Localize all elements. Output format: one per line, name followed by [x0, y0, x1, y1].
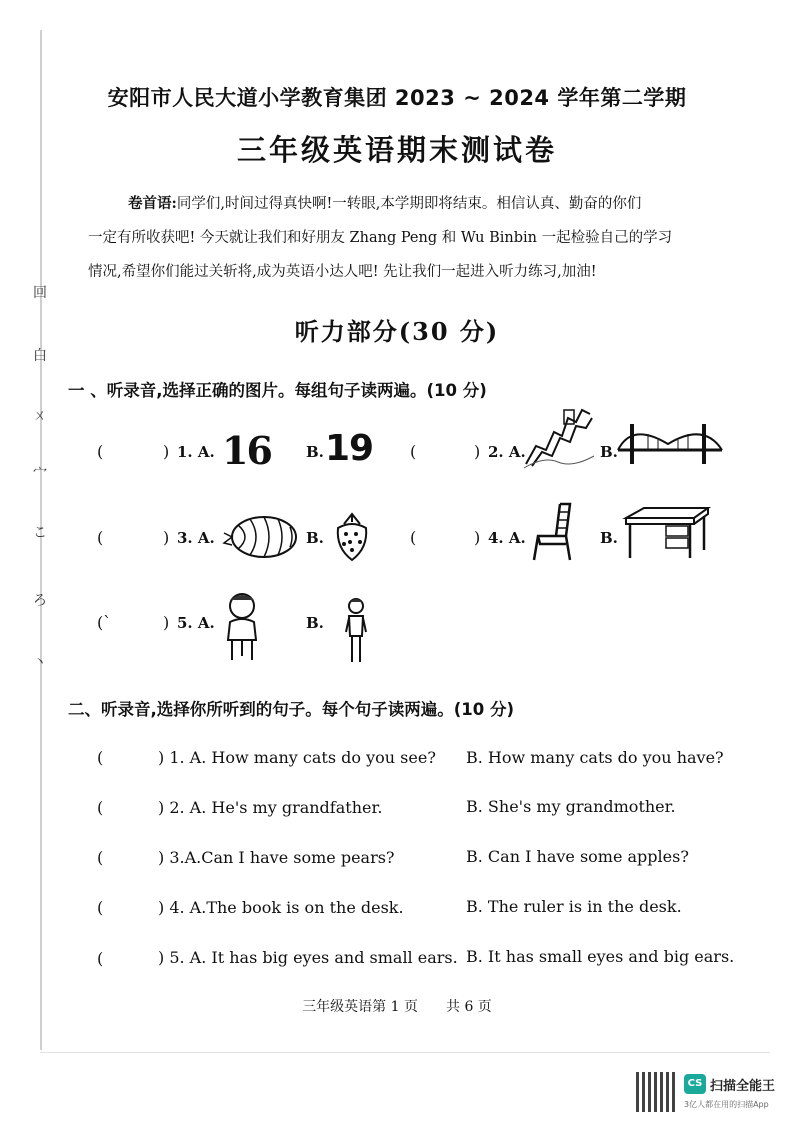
q2-option-b-sentence: B. She's my grandmother. [466, 797, 676, 816]
answer-paren-open: ( [97, 898, 104, 917]
answer-paren-close: ) [474, 442, 481, 461]
camscanner-logo: CS [684, 1074, 706, 1094]
intro-line-2: 一定有所收获吧! 今天就让我们和好朋友 Zhang Peng 和 Wu Binbin 一起检验自己的学习 [88, 230, 673, 246]
margin-mark: 回 [33, 285, 47, 301]
q4-option-b: B. [600, 529, 618, 547]
intro-label: 卷首语: [128, 195, 177, 212]
intro-line-3: 情况,希望你们能过关斩将,成为英语小达人吧! 先让我们一起进入听力练习,加油! [88, 264, 597, 280]
page-footer: 三年级英语第 1 页 共 6 页 [302, 999, 492, 1015]
part1-heading: 一 、听录音,选择正确的图片。每组句子读两遍。(10 分) [68, 381, 487, 400]
answer-paren-close: ) [474, 528, 481, 547]
strawberry-picture [332, 512, 372, 562]
q1-option-b: B. [306, 443, 324, 461]
answer-paren-open: ( [97, 798, 104, 817]
q3-option-b: B. [306, 529, 324, 547]
intro-text-1: 同学们,时间过得真快啊!一转眼,本学期即将结束。相信认真、勤奋的你们 [176, 196, 642, 212]
margin-mark: 白 [33, 348, 47, 364]
q2-option-b: B. [600, 443, 618, 461]
q1-option-a: ) 1. A. How many cats do you see? [158, 748, 436, 767]
answer-paren-close: ) [163, 528, 170, 547]
q3-option-a: ) 3.A.Can I have some pears? [158, 848, 395, 867]
q3-option-b-sentence: B. Can I have some apples? [466, 847, 689, 866]
margin-mark: 丶 [33, 655, 47, 671]
answer-paren-open: ( [97, 748, 104, 767]
school-title: 安阳市人民大道小学教育集团 2023 ~ 2024 学年第二学期 [107, 86, 687, 110]
answer-paren-open: ( [97, 442, 104, 461]
margin-mark: ろ [33, 593, 47, 609]
watermelon-picture [222, 515, 298, 559]
camscanner-tagline: 3亿人都在用的扫描App [684, 1100, 769, 1109]
q1-number: 1. A. [177, 443, 215, 461]
section-title: 听力部分(30 分) [294, 317, 500, 346]
q2-number: 2. A. [488, 443, 526, 461]
q4-option-a: ) 4. A.The book is on the desk. [158, 898, 404, 917]
tall-boy-picture [344, 596, 368, 664]
picture-number-16: 16 [222, 428, 271, 473]
qr-code [636, 1072, 676, 1112]
q1-option-b-sentence: B. How many cats do you have? [466, 748, 724, 767]
camscanner-name: 扫描全能王 [710, 1079, 776, 1094]
q2-option-a: ) 2. A. He's my grandfather. [158, 798, 383, 817]
intro-line-1 [128, 192, 728, 213]
q5-number: 5. A. [177, 614, 215, 632]
chair-picture [530, 502, 580, 562]
answer-paren-close: ) [163, 613, 170, 632]
answer-paren-open: ( [97, 949, 104, 968]
answer-paren-open: ( [97, 848, 104, 867]
q5-option-b: B. [306, 614, 324, 632]
picture-number-19: 19 [325, 428, 374, 469]
desk-picture [624, 506, 710, 560]
q4-number: 4. A. [488, 529, 526, 547]
exam-title: 三年级英语期末测试卷 [236, 133, 557, 167]
margin-mark: こ [33, 525, 47, 541]
q5-option-b-sentence: B. It has small eyes and big ears. [466, 947, 735, 966]
answer-paren-open: ( [410, 442, 417, 461]
part2-heading: 二、听录音,选择你所听到的句子。每个句子读两遍。(10 分) [68, 700, 515, 719]
q3-number: 3. A. [177, 529, 215, 547]
page-bottom-rule [40, 1052, 770, 1053]
great-wall-picture [524, 406, 594, 468]
margin-mark: ㄨ [33, 408, 47, 424]
answer-paren-close: ) [163, 442, 170, 461]
answer-paren-open: ( [410, 528, 417, 547]
q5-option-a: ) 5. A. It has big eyes and small ears. [158, 948, 458, 967]
bridge-picture [618, 420, 722, 466]
margin-mark: 宀 [33, 466, 47, 482]
q4-option-b-sentence: B. The ruler is in the desk. [466, 897, 682, 916]
answer-paren-open: ( [97, 528, 104, 547]
short-boy-picture [222, 590, 262, 664]
answer-paren-open: (` [97, 613, 112, 632]
